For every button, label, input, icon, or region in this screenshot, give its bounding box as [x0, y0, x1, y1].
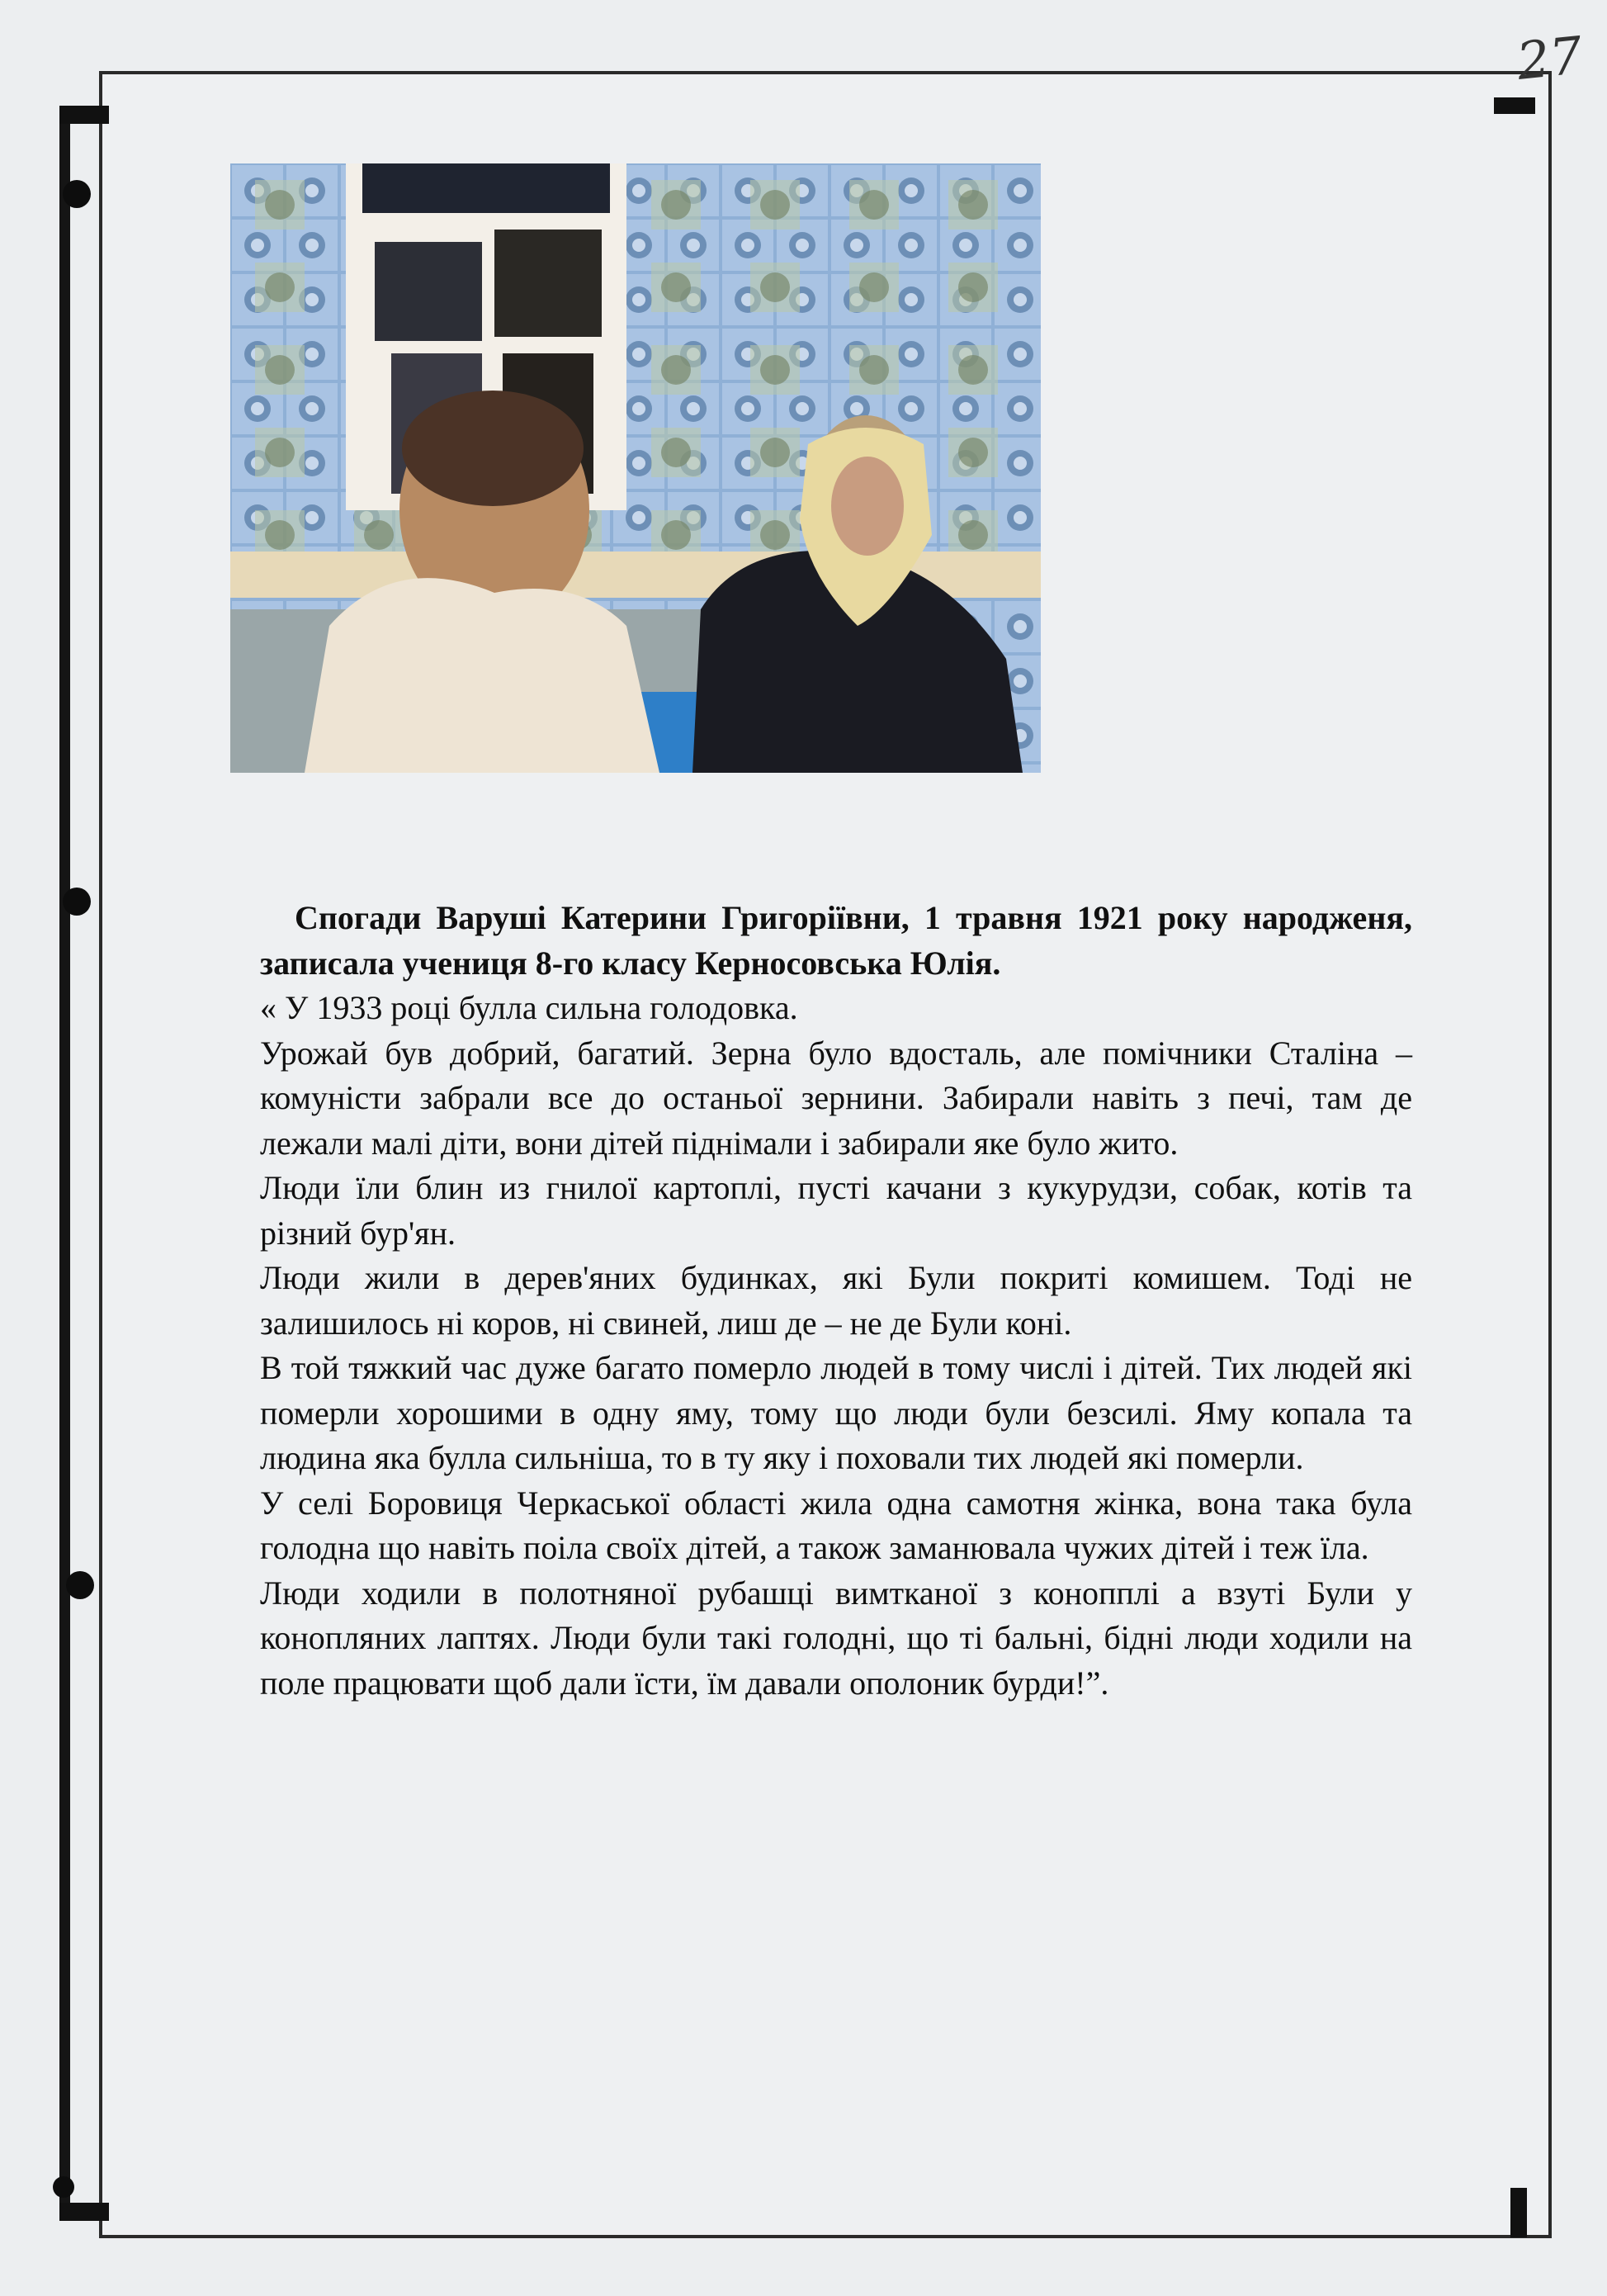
page-number: 27	[1514, 25, 1586, 92]
punch-hole	[66, 1571, 94, 1599]
paragraph: Люди жили в дерев'яних будинках, які Були покриті комишем. Тоді не залишилось ні коров, ні свиней, лиш де – не де Були коні.	[260, 1259, 1412, 1342]
corner-mark-top-left	[59, 106, 109, 124]
photo	[230, 163, 1041, 773]
corner-mark-top-right	[1494, 97, 1535, 114]
corner-mark-bottom-left	[59, 2203, 109, 2221]
corner-mark-bottom-right	[1510, 2188, 1527, 2237]
paragraph: В той тяжкий час дуже багато померло людей в тому числі і дітей. Тих людей які померли хорошими в одну яму, тому що люди були безсилі. Яму копала та людина яка булла сильніша, то в ту яку і поховали тих людей які померли.	[260, 1349, 1412, 1476]
punch-hole	[53, 2176, 74, 2198]
paragraph: « У 1933 році булла сильна голодовка.	[260, 989, 798, 1026]
punch-hole	[63, 888, 91, 916]
paragraph: Люди їли блин из гнилої картоплі, пусті качани з кукурудзи, собак, котів та різний бур'ян.	[260, 1169, 1412, 1252]
paragraph: Люди ходили в полотняної рубашці вимтканої з конопплі а взуті Були у конопляних лаптях. Люди були такі голодні, що ті бальні, бідні люди ходили на поле працювати щоб дали їсти, їм давали ополоник бурди!”.	[260, 1574, 1412, 1702]
article	[260, 896, 1412, 1706]
paragraph: Урожай був добрий, багатий. Зерна було вдосталь, але помічники Сталіна – комуністи забрали все до останьої зернини. Забирали навіть з печі, там де лежали малі діти, вони дітей піднімали і забирали яке було жито.	[260, 1034, 1412, 1162]
heading: Спогади Варуші Катерини Григоріївни, 1 травня 1921 року народженя, записала учениця 8-го класу Керносовська Юлія.	[260, 899, 1412, 982]
paragraph: У селі Боровиця Черкаської області жила одна самотня жінка, вона така була голодна що навіть поіла своїх дітей, а також заманювала чужих дітей і теж їла.	[260, 1484, 1412, 1566]
punch-hole	[63, 180, 91, 208]
